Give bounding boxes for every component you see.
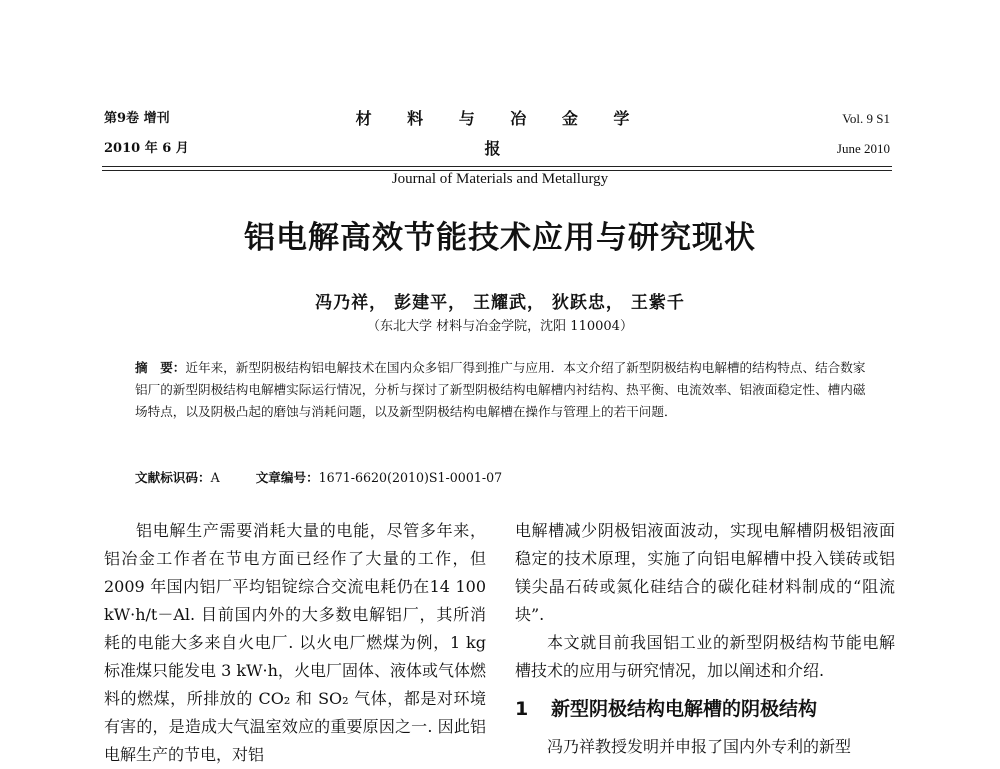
journal-title-en: Journal of Materials and Metallurgy (391, 171, 609, 187)
section-number: 1 (515, 698, 529, 720)
paper-title: 铝电解高效节能技术应用与研究现状 (244, 220, 756, 256)
paragraph: 本文就目前我国铝工业的新型阴极结构节能电解槽技术的应用与研究情况，加以阐述和介绍. (515, 633, 895, 680)
paragraph: 铝电解生产需要消耗大量的电能，尽管多年来，铝冶金工作者在节电方面已经作了大量的工作，但 2009 年国内铝厂平均铝锭综合交流电耗仍在14 100 kW·h/t－Al. 目前国内外的大多数电解铝厂，其所消耗的电能大多来自火电厂. 以火电厂燃煤为例，1 kg 标准煤只能发电 3 kW·h，火电厂固体、液体或气体燃料的燃煤，所排放的 CO₂ 和 SO₂ 气体，都是对环境有害的，是造成大气温室效应的重要原因之一. 因此铝电解生产的节电，对铝 (104, 521, 486, 764)
article-no-label: 文章编号： (255, 470, 319, 485)
abstract-label: 摘 要： (135, 360, 186, 375)
abstract-text: 近年来，新型阴极结构铝电解技术在国内众多铝厂得到推广与应用．本文介绍了新型阴极结构电解槽的结构特点、结合数家铝厂的新型阴极结构电解槽实际运行情况，分析与探讨了新型阴极结构电解槽内衬结构、热平衡、电流效率、铝液面稳定性、槽内磁场特点，以及阴极凸起的磨蚀与消耗问题，以及新型阴极结构电解槽在操作与管理上的若干问题． (135, 360, 866, 419)
doc-code-label: 文献标识码： (135, 470, 211, 485)
volume-label: 第9卷 增刊 (104, 111, 170, 126)
date-en: June 2010 (836, 141, 890, 156)
abstract (135, 357, 870, 423)
article-meta (135, 467, 502, 486)
paragraph: 电解槽减少阴极铝液面波动，实现电解槽阴极铝液面稳定的技术原理，实施了向铝电解槽中投入镁砖或铝镁尖晶石砖或氮化硅结合的碳化硅材料制成的“阻流块”. (515, 521, 895, 624)
paragraph: 冯乃祥教授发明并申报了国内外专利的新型 (547, 737, 852, 756)
volume-en: Vol. 9 S1 (842, 111, 890, 126)
section-heading (515, 691, 895, 727)
body-right-column (515, 517, 895, 761)
header-right (837, 104, 890, 164)
authors: 冯乃祥， 彭建平， 王耀武， 狄跃忠， 王紫千 (315, 293, 685, 313)
header-rule-bottom (102, 170, 892, 171)
header-center (340, 104, 660, 194)
date-cn: 2010 年 6 月 (104, 141, 189, 156)
doc-code: A (210, 470, 220, 485)
section-title: 新型阴极结构电解槽的阴极结构 (551, 698, 818, 720)
header-left (104, 104, 189, 164)
article-no: 1671-6620(2010)S1-0001-07 (318, 470, 503, 485)
header-rule-top (102, 166, 892, 167)
body-left-column (104, 517, 486, 769)
affiliation: （东北大学 材料与冶金学院，沈阳 110004） (367, 319, 633, 334)
journal-title-cn: 材 料 与 冶 金 学 报 (355, 109, 645, 158)
